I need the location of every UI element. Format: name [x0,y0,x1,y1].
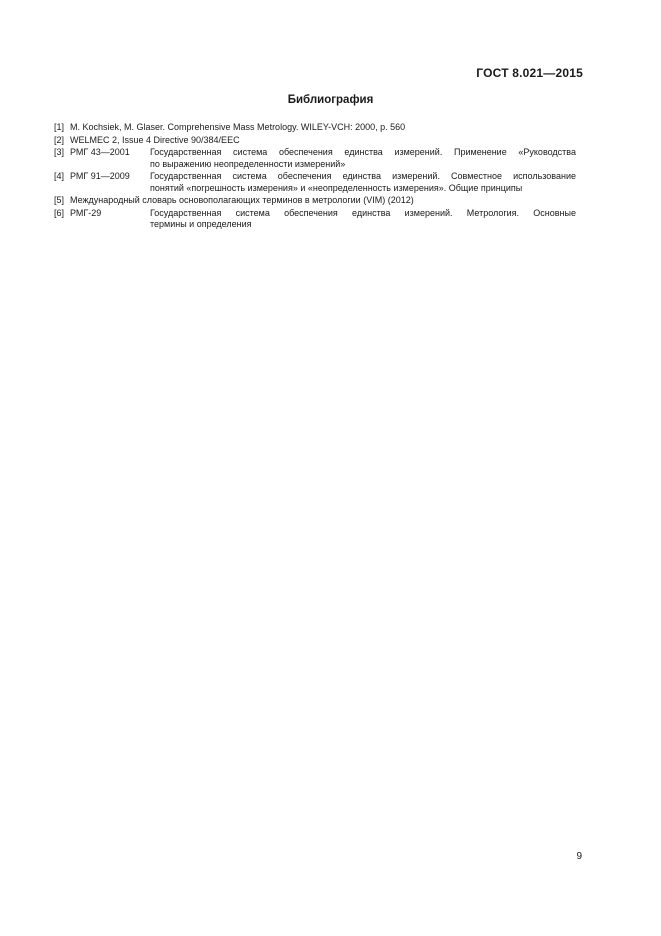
entry-description [150,171,576,193]
entry-number: [1] [54,122,65,132]
page-number: 9 [576,851,582,862]
entry-description [150,208,576,230]
bibliography-entry [54,122,576,133]
entry-number: [5] [54,195,65,206]
entry-code: РМГ-29 [70,207,102,218]
entry-description-line: Государственная система обеспечения единства измерений. Метрология. Основные [150,207,576,218]
entry-description [150,147,576,169]
bibliography-entry [54,195,576,206]
bibliography-entry [54,208,576,230]
document-code: ГОСТ 8.021—2015 [476,66,583,80]
bibliography-entry [54,135,576,146]
bibliography-list [54,122,576,232]
section-title: Библиография [287,94,374,106]
entry-number: [4] [54,171,65,182]
entry-text: M. Kochsiek, M. Glaser. Comprehensive Mass Metrology. WILEY-VCH: 2000, p. 560 [70,122,406,132]
entry-description-line: по выражению неопределенности измерений» [150,158,346,169]
entry-text: Международный словарь основополагающих терминов в метрологии (VIM) (2012) [70,195,414,206]
entry-number: [6] [54,207,65,218]
bibliography-entry [54,171,576,193]
entry-description-line: Государственная система обеспечения единства измерений. Применение «Руководства [150,147,576,158]
entry-code: РМГ 43—2001 [70,147,130,158]
entry-description-line: термины и определения [150,219,252,230]
entry-number: [2] [54,134,65,145]
entry-description-line: понятий «погрешность измерения» и «неопределенность измерения». Общие принципы [150,182,523,193]
entry-text: WELMEC 2, Issue 4 Directive 90/384/EEC [70,134,240,145]
bibliography-entry [54,147,576,169]
entry-description-line: Государственная система обеспечения единства измерений. Совместное использование [150,171,576,182]
entry-number: [3] [54,147,65,158]
entry-code: РМГ 91—2009 [70,171,130,182]
